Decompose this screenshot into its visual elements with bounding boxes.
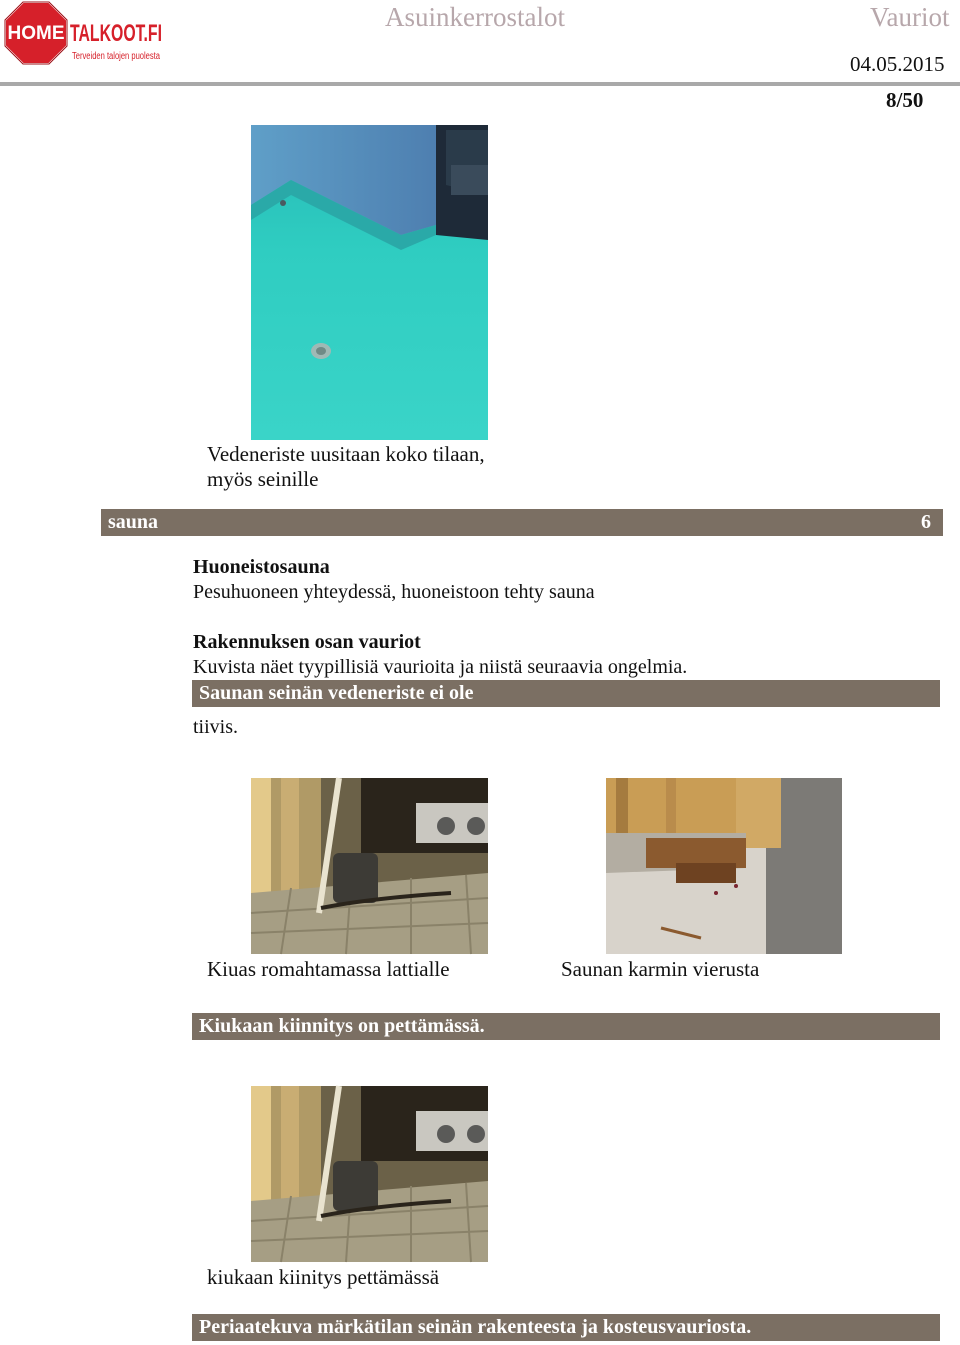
logo-tagline-text: Terveiden talojen puolesta [72,51,161,62]
stove-photo-1 [251,778,488,954]
top-photo-caption-line1: Vedeneriste uusitaan koko tilaan, [207,442,485,466]
note-stove-text: Kiukaan kiinnitys on pettämässä. [199,1015,485,1037]
note-wall-structure-text: Periaatekuva märkätilan seinän rakenteesta ja kosteusvauriosta. [199,1316,752,1338]
type-description: Pesuhuoneen yhteydessä, huoneistoon tehty sauna [193,581,595,603]
note-bar-waterproofing [192,680,940,707]
door-frame-photo-caption: Saunan karmin vierusta [561,957,760,981]
hometalkoot-logo [4,0,174,66]
section-name: sauna [108,511,159,533]
top-photo-caption-line2: myös seinille [207,467,319,491]
note-bar-wall-structure [192,1314,940,1341]
sauna-floor-photo [251,125,488,440]
note-waterproofing-line2: tiivis. [193,716,239,738]
stove-photo-1-caption: Kiuas romahtamassa lattialle [207,957,450,981]
logo-talkoot-text: TALKOOT.FI [70,20,162,47]
page-number: 8/50 [886,88,924,112]
header-date: 04.05.2015 [850,52,945,76]
stove-photo-2 [251,1086,488,1262]
type-title: Huoneistosauna [193,556,330,578]
header-category: Asuinkerrostalot [385,2,565,32]
damage-title: Rakennuksen osan vauriot [193,631,421,653]
note-waterproofing-line1: Saunan seinän vedeneriste ei ole [199,682,474,704]
section-number: 6 [921,511,931,533]
header-divider [0,82,960,86]
note-bar-stove [192,1013,940,1040]
header-section: Vauriot [870,2,950,32]
damage-description: Kuvista näet tyypillisiä vaurioita ja niistä seuraavia ongelmia. [193,656,688,678]
stove-photo-2-caption: kiukaan kiinitys pettämässä [207,1265,440,1289]
logo-home-text: HOME [7,23,65,44]
section-bar [101,509,943,536]
door-frame-photo [606,778,842,954]
